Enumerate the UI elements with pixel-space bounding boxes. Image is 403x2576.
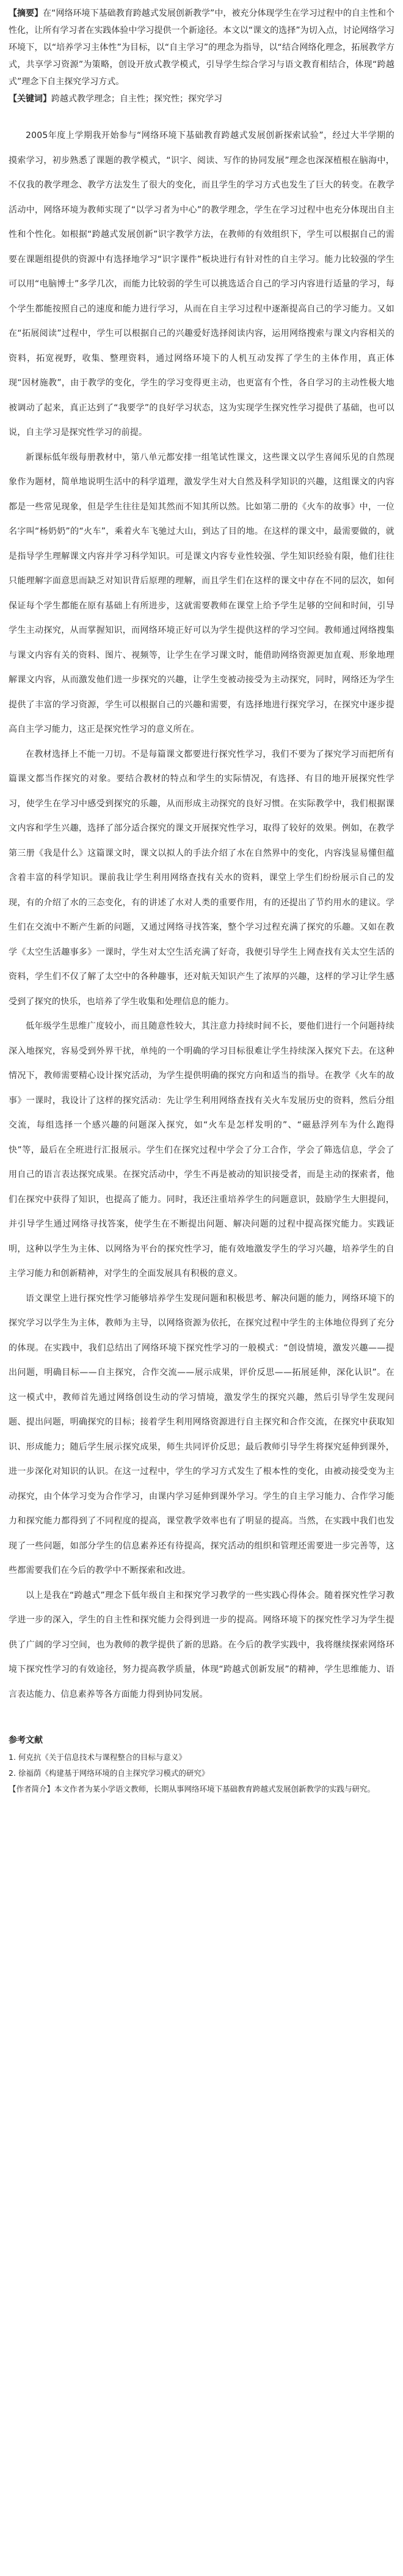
keywords-label: 【关键词】	[9, 94, 51, 104]
paragraph: 新课标低年级每册教材中，第八单元都安排一组笔试性课文，这些课文以学生喜闻乐见的自然现象作为题材，简单地说明生活中的科学道理，激发学生对大自然及科学知识的兴趣，这组课文的内容都是一些常见现象，但是学生往往是知其然而不知其所以然。比如第二册的《火车的故事》中，一位名字叫“杨奶奶”的“火车”，乘着火车飞驰过大山，到达了目的地。在这样的课文中，最需要做的，就是指导学生理解课文内容并学习科学知识。可是课文内容专业性较强、学生知识经验有限，他们往往只能理解字面意思而缺乏对知识背后原理的理解，而且学生们在这样的课文中存在不同的层次，如何保证每个学生都能在原有基础上有所进步，这就需要教师在课堂上给予学生足够的空间和时间，引导学生主动探究，从而掌握知识，而网络环境正好可以为学生提供这样的学习空间。教师通过网络搜集与课文内容有关的资料、图片、视频等，让学生在学习课文时，能借助网络资源更加直观、形象地理解课文内容，从而激发他们进一步探究的兴趣，让学生变被动接受为主动探究，同时，网络还为学生提供了丰富的学习资源，学生可以根据自己的兴趣和需要，有选择地进行探究学习，在探究中逐步提高自主学习能力，这正是探究性学习的意义所在。	[9, 452, 394, 734]
author-note: 【作者简介】本文作者为某小学语文教师，长期从事网络环境下基础教育跨越式发展创新教学的实践与研究。	[9, 1784, 376, 1793]
paragraph: 低年级学生思维广度较小，而且随意性较大，其注意力持续时间不长，要他们进行一个问题持续深入地探究，容易受到外界干扰，单纯的一个明确的学习目标很难让学生持续深入探究下去。在这种情况下，教师需要精心设计探究活动，为学生提供明确的探究方向和适当的指导。在教学《火车的故事》一课时，我设计了这样的探究活动：先让学生利用网络查找有关火车发展历史的资料，然后分组交流，每组选择一个感兴趣的问题深入探究，如“火车是怎样发明的”、“磁悬浮列车为什么跑得快”等，最后在全班进行汇报展示。学生们在探究过程中学会了分工合作，学会了筛选信息，学会了用自己的语言表达探究成果。在探究活动中，学生不再是被动的知识接受者，而是主动的探索者，他们在探究中获得了知识，也提高了能力。同时，我还注重培养学生的问题意识，鼓励学生大胆提问，并引导学生通过网络寻找答案，使学生在不断提出问题、解决问题的过程中提高探究能力。实践证明，这种以学生为主体、以网络为平台的探究性学习，能有效地激发学生的学习兴趣，培养学生的自主学习能力和创新精神，对学生的全面发展具有积极的意义。	[9, 1021, 394, 1279]
paragraph: 语文课堂上进行探究性学习能够培养学生发现问题和积极思考、解决问题的能力，网络环境下的探究学习以学生为主体，教师为主导，以网络资源为依托，在探究过程中学生的主体地位得到了充分的体现。在实践中，我们总结出了网络环境下探究性学习的一般模式：“创设情境，激发兴趣——提出问题，明确目标——自主探究，合作交流——展示成果，评价反思——拓展延伸，深化认识”。在这一模式中，教师首先通过网络创设生动的学习情境，激发学生的探究兴趣，然后引导学生发现问题、提出问题，明确探究的目标；接着学生利用网络资源进行自主探究和合作交流，在探究中获取知识、形成能力；随后学生展示探究成果，师生共同评价反思；最后教师引导学生将探究延伸到课外，进一步深化对知识的认识。在这一过程中，学生的学习方式发生了根本性的变化，由被动接受变为主动探究，由个体学习变为合作学习，由课内学习延伸到课外学习。学生的自主学习能力、合作学习能力和探究能力都得到了不同程度的提高，课堂教学效率也有了明显的提高。当然，在实践中我们也发现了一些问题，如部分学生的信息素养还有待提高，探究活动的组织和管理还需要进一步完善等，这些都需要我们在今后的教学中不断探索和改进。	[9, 1293, 394, 1575]
spacer	[9, 108, 394, 123]
abstract	[9, 5, 394, 90]
references-title: 参考文献	[9, 1735, 43, 1745]
paragraph: 在教材选择上不能一刀切。不是每篇课文都要进行探究性学习，我们不要为了探究学习而把所有篇课文都当作探究的对象。要结合教材的特点和学生的实际情况，有选择、有目的地开展探究性学习，使学生在学习中感受到探究的乐趣，从而形成主动探究的良好习惯。在实际教学中，我们根据课文内容和学生兴趣，选择了部分适合探究的课文开展探究性学习，取得了较好的效果。例如，在教学第三册《我是什么》这篇课文时，课文以拟人的手法介绍了水在自然界中的变化，内容浅显易懂但蕴含着丰富的科学知识。课前我让学生利用网络查找有关水的资料，课堂上学生们纷纷展示自己的发现，有的介绍了水的三态变化，有的讲述了水对人类的重要作用，有的还提出了节约用水的建议。学生们在交流中不断产生新的问题，又通过网络寻找答案，整个学习过程充满了探究的乐趣。又如在教学《太空生活趣事多》一课时，学生对太空生活充满了好奇，我便引导学生上网查找有关太空生活的资料，学生们不仅了解了太空中的各种趣事，还对航天知识产生了浓厚的兴趣，这样的学习让学生感受到了探究的快乐，也培养了学生收集和处理信息的能力。	[9, 749, 394, 1007]
reference-item: 2. 徐福荫《构建基于网络环境的自主探究学习模式的研究》	[9, 1768, 209, 1778]
abstract-text: 在“网络环境下基础教育跨越式发展创新教学”中，被充分体现学生在学习过程中的自主性和个性化，让所有学习者在实践体验中学习提供一个新途径。本文以“课文的选择”为切入点，讨论网络学习环境下，以“培养学习主体性”为目标，以“自主学习”的理念为指导，以“结合网络化理念，拓展教学方式，共享学习资源”为策略，创设开放式教学模式，引导学生综合学习与语文教育相结合，体现“跨越式”理念下自主探究学习方式。	[9, 9, 394, 87]
paragraph: 2005年度上学期我开始参与“网络环境下基础教育跨越式发展创新探索试验”，经过大半学期的摸索学习，初步熟悉了课题的教学模式，“识字、阅读、写作的协同发展”理念也深深植根在脑海中，不仅我的教学理念、教学方法发生了很大的变化，而且学生的学习方式也发生了巨大的转变。在教学活动中，网络环境为教师实现了“以学习者为中心”的教学理念，学生在学习过程中也充分体现出自主性和个性化。如根据“跨越式发展创新”识字教学方法，在教师的有效组织下，学生可以根据自己的需要在课题组提供的资源中有选择地学习“识字课件”板块进行有针对性的自主学习。能力比较强的学生可以用“电脑博士”多学几次，而能力比较弱的学生可以挑选适合自己的学习内容进行适量的学习，每个学生都能按照自己的速度和能力进行学习，从而在自主学习过程中逐渐提高自己的学习能力。又如在“拓展阅读”过程中，学生可以根据自己的兴趣爱好选择阅读内容，运用网络搜索与课文内容相关的资料，拓宽视野，收集、整理资料，通过网络环境下的人机互动发挥了学生的主体作用，真正体现“因材施教”，由于教学的变化，学生的学习变得更主动，也更富有个性，各自学习的主动性极大地被调动了起来，真正达到了“我要学”的良好学习状态，这为实现学生探究性学习提供了基础，也可以说，自主学习是探究性学习的前提。	[9, 131, 394, 437]
keywords	[9, 90, 394, 108]
keywords-text: 跨越式教学理念；自主性；探究性；探究学习	[51, 94, 222, 104]
abstract-label: 【摘要】	[9, 9, 43, 18]
references	[9, 1731, 394, 1797]
reference-item: 1. 何克抗《关于信息技术与课程整合的目标与意义》	[9, 1753, 186, 1762]
paragraph: 以上是我在“跨越式”理念下低年级自主和探究学习教学的一些实践心得体会。随着探究性学习教学进一步的深入，学生的自主性和探究能力会得到进一步的提高。网络环境下的探究性学习为学生提供了广阔的学习空间，也为教师的教学提供了新的思路。在今后的教学实践中，我将继续探索网络环境下探究性学习的有效途径，努力提高教学质量，体现“跨越式创新发展”的精神，学生思维能力、语言表达能力、信息素养等各方面能力得到协同发展。	[9, 1590, 394, 1699]
